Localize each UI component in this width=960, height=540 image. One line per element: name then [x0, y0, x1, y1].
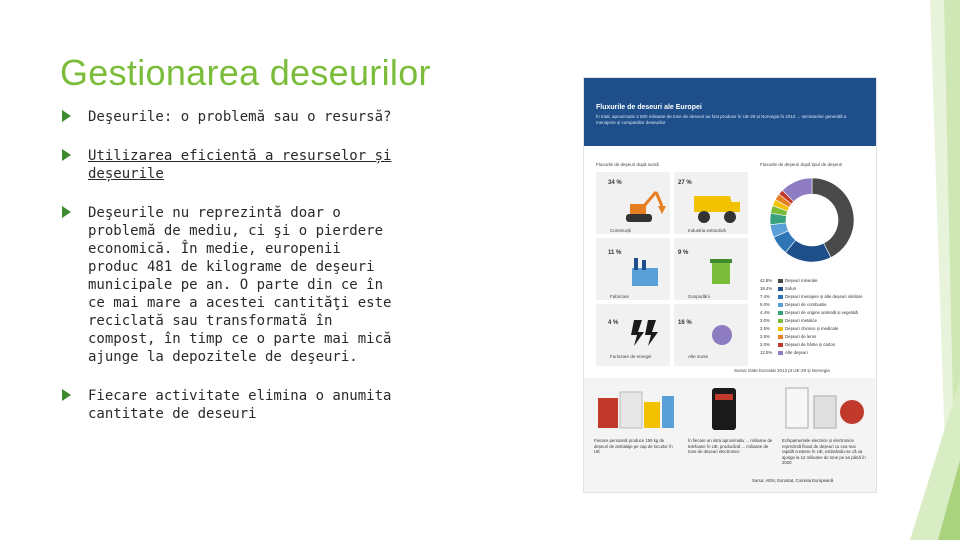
bullet-text: Deşeurile: o problemă sau o resursă?: [88, 109, 392, 125]
bullet-item: [62, 147, 392, 183]
legend-row: [760, 342, 835, 347]
source-note: Sursa: Date Eurostat 2013 pt UE-28 și Norvegia: [734, 368, 830, 373]
legend-label: Alte deşeuri: [785, 350, 808, 355]
bullet-link[interactable]: Utilizarea eficientă a resurselor și deșeurile: [88, 148, 392, 182]
bullet-arrow-icon: [62, 206, 71, 218]
source-label: Construcții: [610, 228, 632, 233]
source-label: Industria extractivă: [688, 228, 726, 233]
fact-text: Fiecare persoană produce 159 kg de deșeuri de ambalaje pe cap de locuitor în UE: [594, 438, 673, 454]
legend-value: 42.8%: [760, 278, 773, 283]
legend-row: [760, 286, 796, 291]
fact-text: În fiecare an intra aproximativ ... milioane de telefoane în UE, producând ... milioane de tone de deșeuri electronice: [688, 438, 773, 454]
factory-icon: [628, 254, 662, 288]
legend-label: Deşeuri de combustie: [785, 302, 827, 307]
lightning-icon: [626, 318, 662, 348]
legend-row: [760, 278, 817, 283]
source-pct: 27 %: [678, 180, 692, 186]
legend-row: [760, 294, 863, 299]
legend-swatch: [778, 311, 783, 315]
legend-swatch: [778, 335, 783, 339]
legend-value: 4.4%: [760, 310, 770, 315]
source-pct: 16 %: [678, 320, 692, 326]
legend-row: [760, 310, 858, 315]
legend-label: Deşeuri de origine animală și vegetală: [785, 310, 858, 315]
bottom-facts: [584, 378, 876, 492]
legend-label: Deşeuri menajere și alte deşeuri similare: [785, 294, 863, 299]
source-pct: 4 %: [608, 320, 619, 326]
bullet-arrow-icon: [62, 149, 71, 161]
bullet-item: [62, 108, 392, 126]
types-label: Fluxurile de deşeuri după tipul de deşeuri: [760, 162, 843, 167]
slide-title: Gestionarea deseurilor: [60, 52, 431, 93]
legend-value: 7.4%: [760, 294, 770, 299]
sources-label: Fluxurile de deşeuri după sursă: [596, 162, 659, 167]
source-pct: 9 %: [678, 250, 689, 256]
legend-row: [760, 318, 817, 323]
bullet-list: [62, 108, 392, 444]
electronics-icon: [782, 384, 866, 432]
legend-value: 3.0%: [760, 318, 770, 323]
source-pct: 11 %: [608, 250, 622, 256]
legend-row: [760, 302, 827, 307]
legend-label: Deşeuri minerale: [785, 278, 818, 283]
legend-swatch: [778, 343, 783, 347]
excavator-icon: [622, 188, 666, 226]
legend-swatch: [778, 295, 783, 299]
source-label: Fabricare: [610, 294, 630, 299]
waste-flows-infographic: [584, 78, 876, 492]
legend-swatch: [778, 327, 783, 331]
legend-row: [760, 326, 838, 331]
bullet-text: Deşeurile nu reprezintă doar o problemă de mediu, ci şi o pierdere economică. În medie, europenii produc 481 de kilograme de deşeuri municipale pe an. O parte din ce în ce mai mare a acestei cantităţi este reciclată sau transformată în compost, în timp ce o parte mai mică ajunge la depozitele de deşeuri.: [88, 205, 392, 365]
dump-truck-icon: [690, 190, 742, 226]
legend-value: 12.5%: [760, 350, 773, 355]
infographic-header: [584, 78, 876, 146]
mobile-phone-icon: [704, 386, 744, 432]
bullet-text: Fiecare activitate elimina o anumita cantitate de deseuri: [88, 388, 392, 422]
legend-swatch: [778, 351, 783, 355]
infographic-subtitle: În total, aproximativ 2 500 milioane de tone de deseuri au fost produse în UE-28 și Norvegia în 2010 ... sectoarelor generală a menajerie și companiilor deseurilor: [596, 114, 847, 125]
legend-label: Deşeuri de hârtie și carton: [785, 342, 836, 347]
source-label: Alte surse: [688, 354, 709, 359]
waste-bin-icon: [704, 254, 738, 288]
legend-swatch: [778, 279, 783, 283]
legend-value: 5.0%: [760, 302, 770, 307]
fact-text: Echipamentele electrice și electronice reprezintă fluxul de deșeuri cu cea mai rapidă creștere în UE, estimându-se că va ajunge la 12 milioane de tone pe an până în 2020: [782, 438, 866, 465]
footer-note: Sursa: AEM, Eurostat, Comisia Europeană: [752, 478, 834, 483]
source-label: Gospodării: [688, 294, 710, 299]
bullet-arrow-icon: [62, 389, 71, 401]
legend-swatch: [778, 319, 783, 323]
bullet-arrow-icon: [62, 110, 71, 122]
legend-value: 2.5%: [760, 326, 770, 331]
legend-label: Deşeuri de lemn: [785, 334, 817, 339]
legend-row: [760, 350, 808, 355]
source-pct: 34 %: [608, 180, 622, 186]
legend-value: 2.0%: [760, 342, 770, 347]
legend-label: Soluri: [785, 286, 796, 291]
infographic-title: Fluxurile de deseuri ale Europei: [596, 104, 702, 111]
legend-label: Deşeuri chimice și medicale: [785, 326, 839, 331]
packaging-icon: [594, 388, 678, 432]
legend-label: Deşeuri metalice: [785, 318, 818, 323]
other-sources-icon: [704, 320, 740, 350]
bullet-item: [62, 204, 392, 366]
legend-value: 2.5%: [760, 334, 770, 339]
bullet-item: [62, 387, 392, 423]
legend-value: 18.4%: [760, 286, 773, 291]
legend-swatch: [778, 287, 783, 291]
legend-swatch: [778, 303, 783, 307]
waste-types-donut: [760, 172, 864, 268]
legend-row: [760, 334, 816, 339]
source-label: Furnizare de energie: [610, 354, 652, 359]
